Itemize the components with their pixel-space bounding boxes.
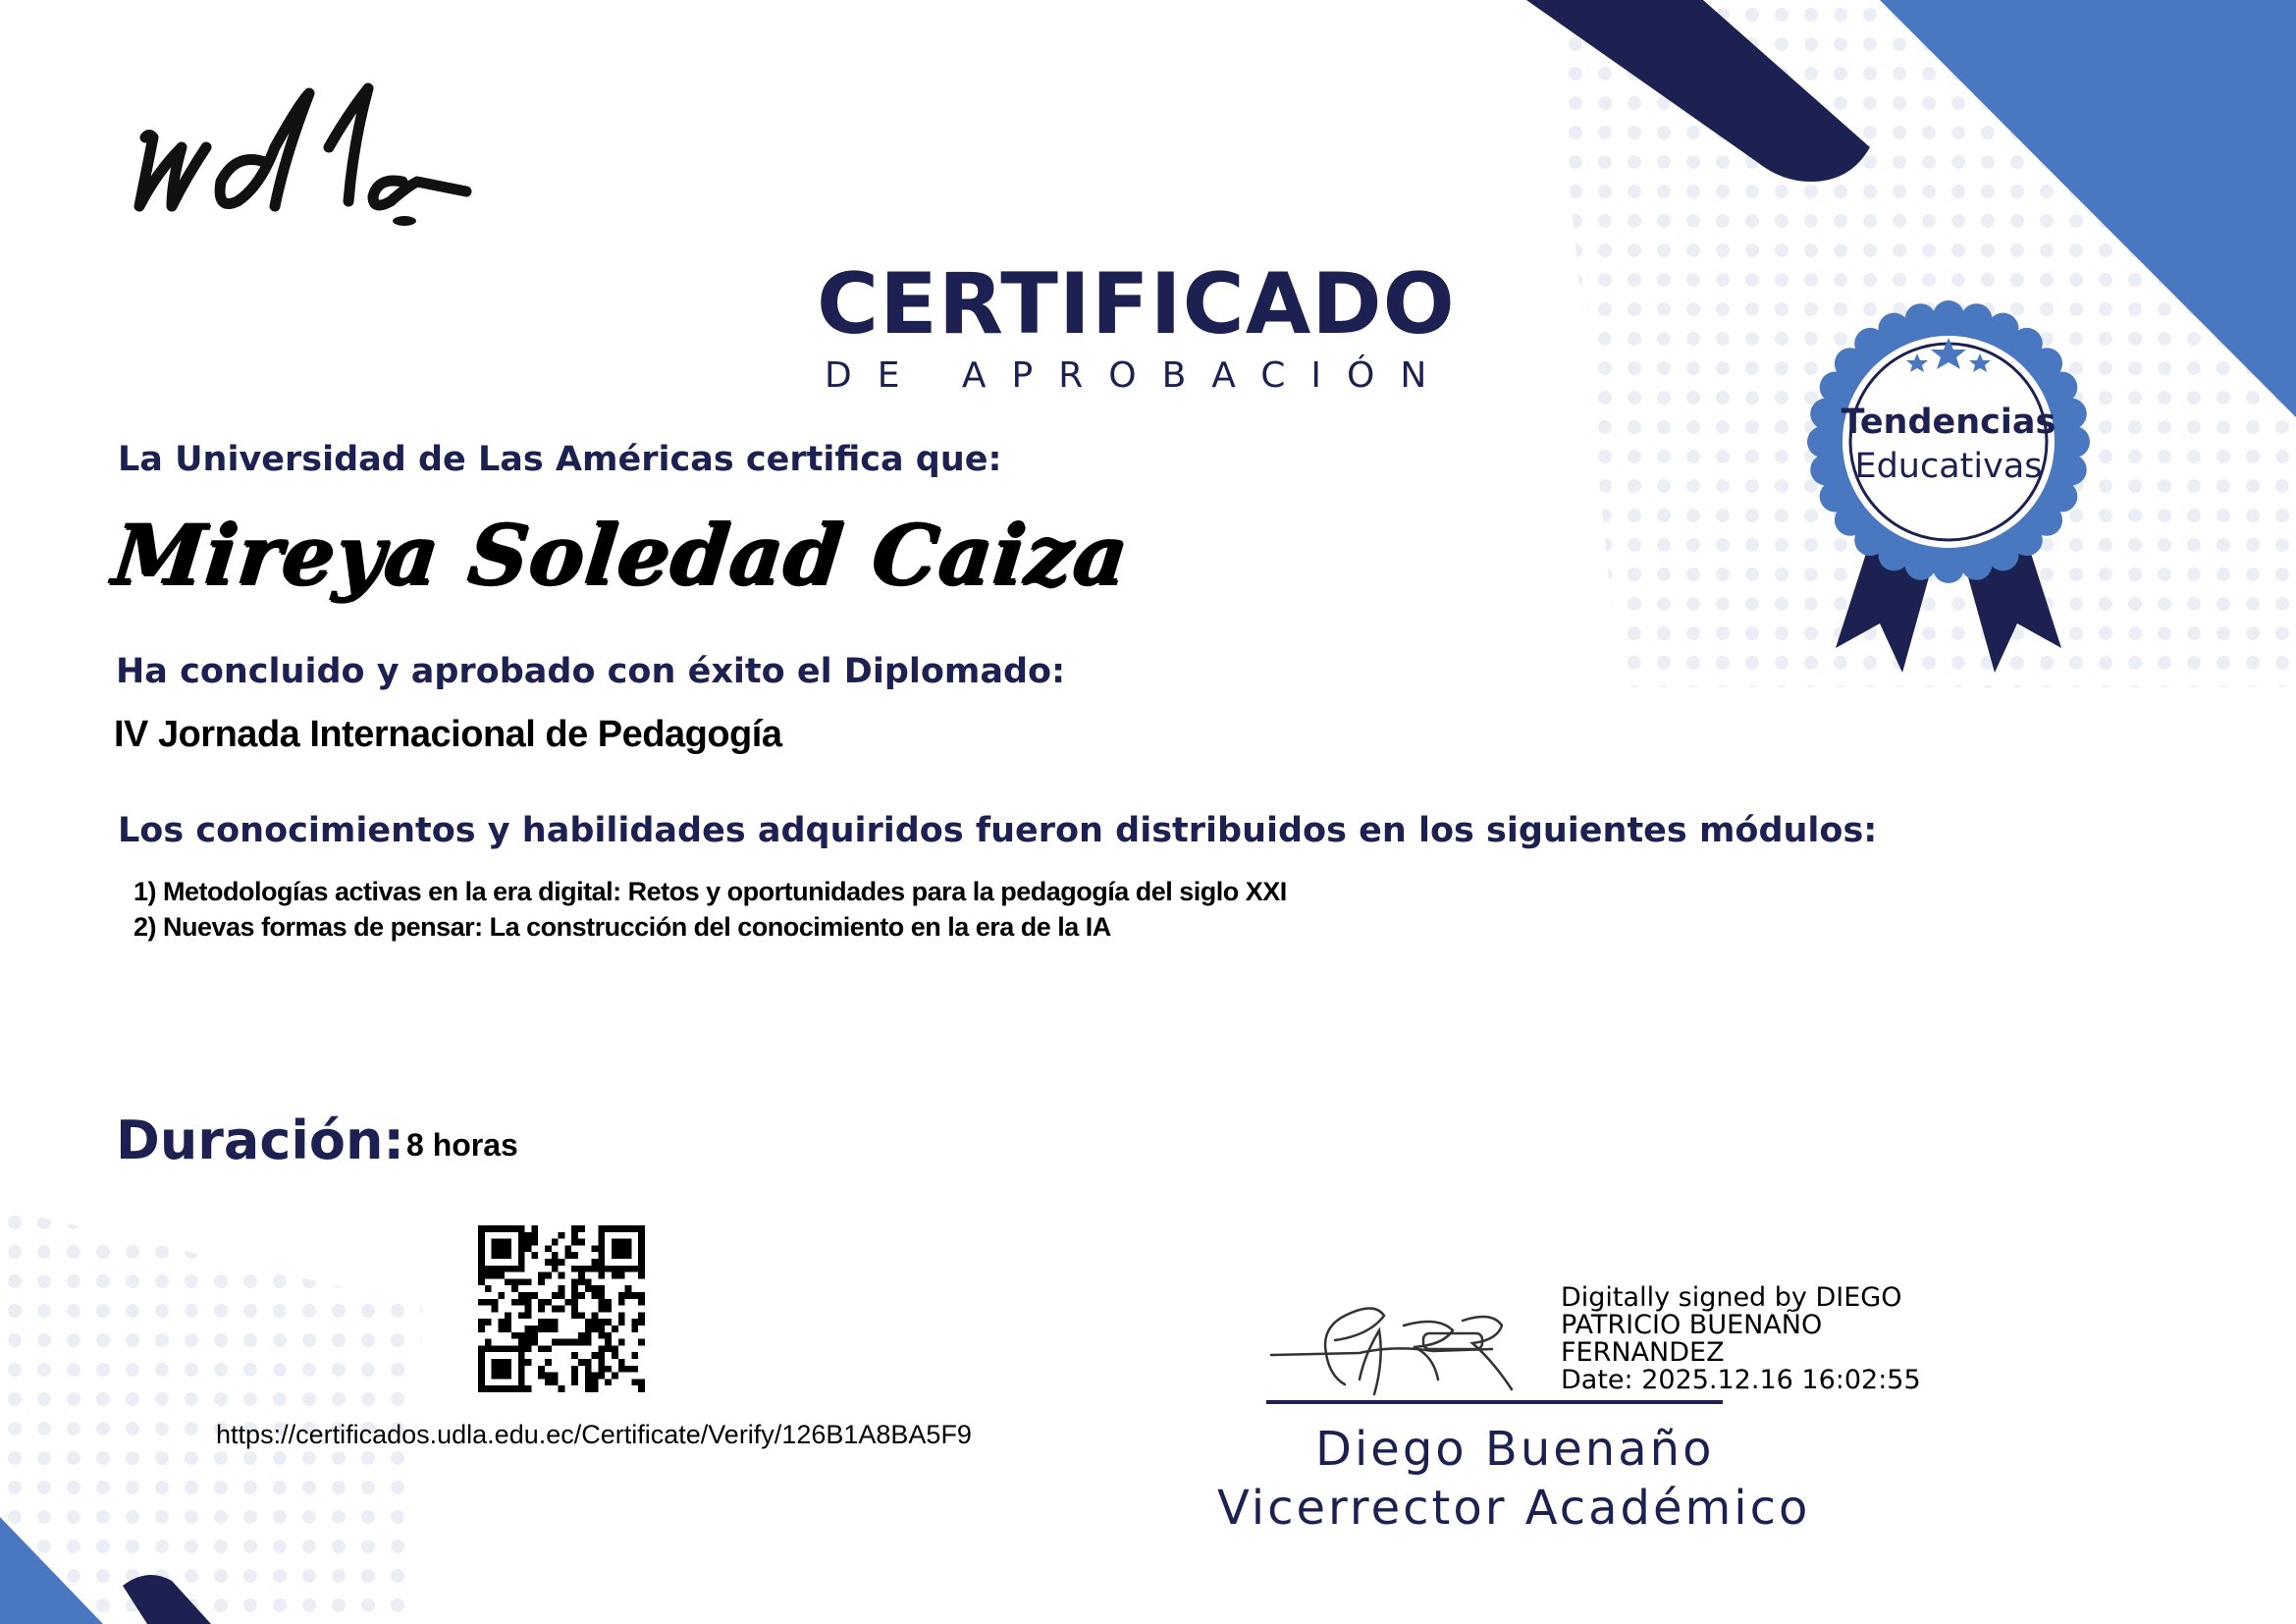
handwritten-signature-icon xyxy=(1266,1286,1561,1404)
signer-role: Vicerrector Académico xyxy=(1217,1481,1811,1536)
digital-signature-stamp: Digitally signed by DIEGO PATRICIO BUENAÑO FERNANDEZ Date: 2025.12.16 16:02:55 xyxy=(1561,1282,1921,1395)
program-name: IV Jornada Internacional de Pedagogía xyxy=(114,714,782,755)
certificate-subtitle: DE APROBACIÓN xyxy=(825,355,1453,396)
badge-title: Tendencias xyxy=(1841,403,2056,442)
udla-logo-icon xyxy=(128,69,481,236)
verification-url: https://certificados.udla.edu.ec/Certificate/Verify/126B1A8BA5F9 xyxy=(216,1420,972,1449)
badge-subtitle: Educativas xyxy=(1854,447,2043,486)
certificate-title: CERTIFICADO xyxy=(817,255,1456,353)
certifies-line: La Universidad de Las Américas certifica que: xyxy=(118,440,1002,479)
recipient-name: Mireya Soledad Caiza xyxy=(107,506,1133,603)
concluded-line: Ha concluido y aprobado con éxito el Diplomado: xyxy=(116,652,1066,691)
module-item: 2) Nuevas formas de pensar: La construcción del conocimiento en la era de la IA xyxy=(133,912,1111,942)
qr-code-icon xyxy=(478,1225,645,1392)
signer-name: Diego Buenaño xyxy=(1315,1422,1715,1477)
signature-line xyxy=(1266,1400,1723,1404)
modules-title: Los conocimientos y habilidades adquiridos fueron distribuidos en los siguientes módulos: xyxy=(118,811,1878,850)
module-item: 1) Metodologías activas en la era digital: Retos y oportunidades para la pedagogía del siglo XXI xyxy=(133,877,1287,906)
duration-value: 8 horas xyxy=(406,1127,518,1163)
duration-label: Duración: xyxy=(116,1110,404,1171)
